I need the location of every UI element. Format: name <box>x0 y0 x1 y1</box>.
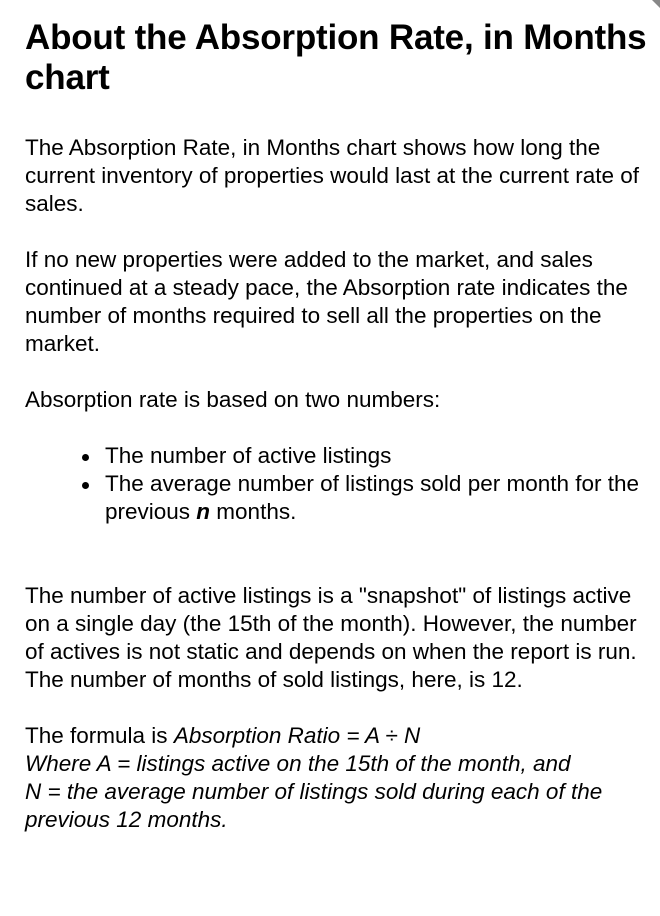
formula-where-n: N = the average number of listings sold during each of the previous 12 months. <box>25 779 603 832</box>
explanation-paragraph: If no new properties were added to the market, and sales continued at a steady pace, the Absorption rate indicates the number of months required to sell all the properties on the market. <box>25 247 628 356</box>
list-item-text-prefix: The average number of listings sold per month for the previous <box>105 471 640 524</box>
list-item-text: The number of active listings <box>105 443 392 468</box>
basis-list <box>25 442 648 526</box>
basis-paragraph: Absorption rate is based on two numbers: <box>25 387 441 412</box>
snapshot-paragraph: The number of active listings is a "snapshot" of listings active on a single day (the 15th of the month). However, the number of actives is not static and depends on when the report is run. The number of months of sold listings, here, is 12. <box>25 583 637 692</box>
formula-expression: Absorption Ratio = A ÷ N <box>173 723 421 748</box>
page-title: About the Absorption Rate, in Months chart <box>25 18 647 97</box>
list-item <box>105 470 648 526</box>
formula-intro: The formula is <box>25 723 174 748</box>
variable-n: n <box>196 499 211 524</box>
intro-paragraph: The Absorption Rate, in Months chart shows how long the current inventory of properties would last at the current rate of sales. <box>25 135 640 216</box>
list-item <box>105 442 648 470</box>
corner-arrow-icon <box>650 0 660 10</box>
list-item-text-suffix: months. <box>210 499 297 524</box>
formula-where-a: Where A = listings active on the 15th of the month, and <box>25 751 571 776</box>
formula-paragraph <box>25 722 648 834</box>
